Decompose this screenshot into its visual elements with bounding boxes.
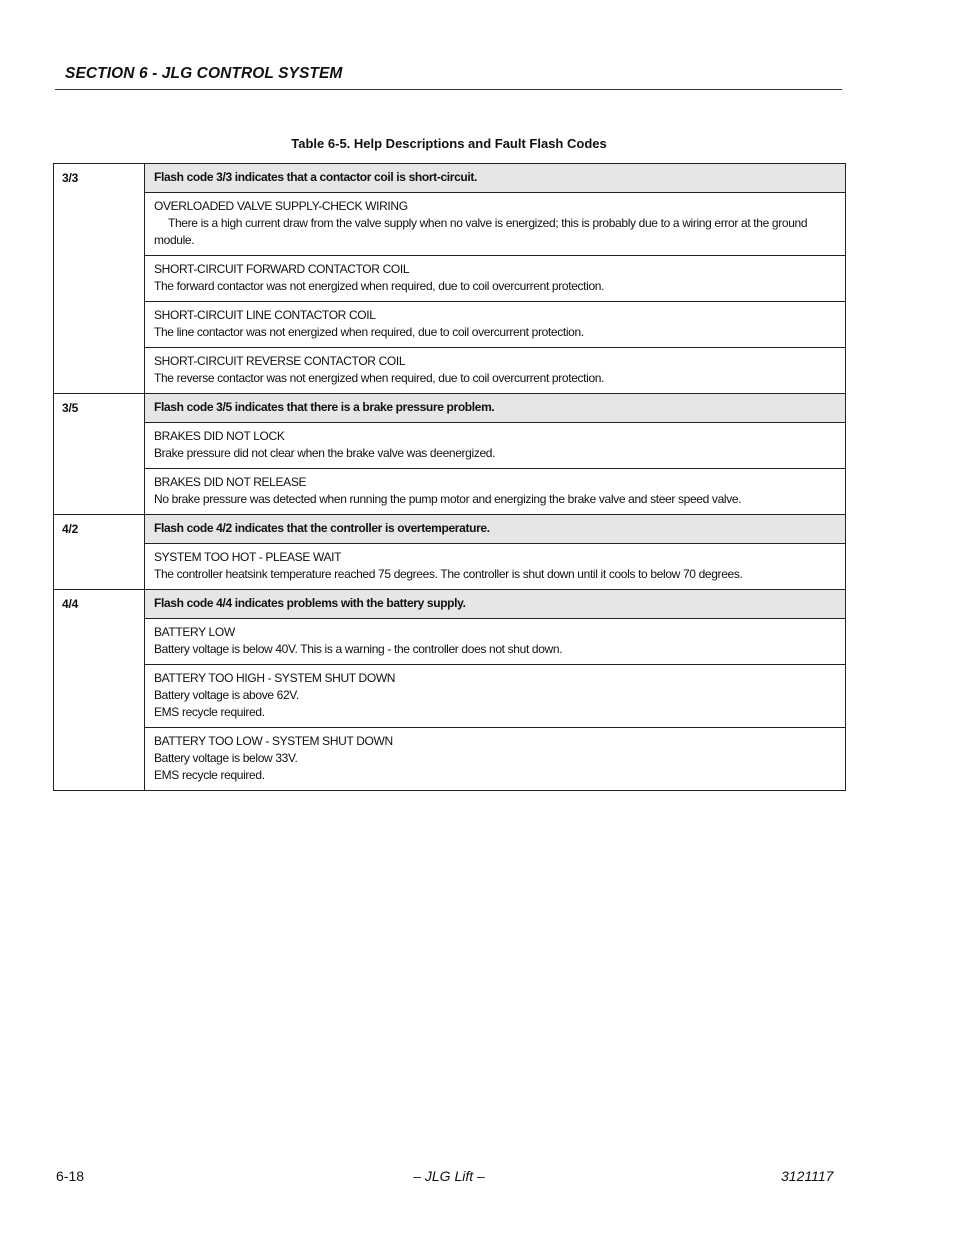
flash-code-summary-row — [54, 590, 846, 619]
fault-name: SHORT-CIRCUIT FORWARD CONTACTOR COIL — [154, 262, 410, 276]
fault-entry-row — [54, 544, 846, 590]
flash-codes-table-body — [54, 164, 846, 791]
fault-entry-cell — [145, 544, 846, 590]
fault-entry-row — [54, 193, 846, 256]
flash-codes-table — [53, 163, 846, 791]
fault-description: The forward contactor was not energized when required, due to coil overcurrent protection. — [154, 279, 605, 293]
fault-name: SYSTEM TOO HOT - PLEASE WAIT — [154, 550, 342, 564]
flash-code-summary-row — [54, 164, 846, 193]
fault-entry-row — [54, 665, 846, 728]
doc-number: 3121117 — [781, 1168, 834, 1184]
flash-code-summary: Flash code 3/5 indicates that there is a brake pressure problem. — [145, 394, 846, 423]
fault-entry-cell — [145, 348, 846, 394]
fault-description: The line contactor was not energized when required, due to coil overcurrent protection. — [154, 325, 584, 339]
flash-code-summary-row — [54, 394, 846, 423]
fault-entry-cell — [145, 619, 846, 665]
fault-entry-row — [54, 348, 846, 394]
fault-entry-row — [54, 728, 846, 791]
fault-name: BRAKES DID NOT LOCK — [154, 429, 285, 443]
fault-name: SHORT-CIRCUIT REVERSE CONTACTOR COIL — [154, 354, 406, 368]
table-title: Table 6-5. Help Descriptions and Fault Flash Codes — [291, 136, 607, 151]
fault-entry-cell — [145, 302, 846, 348]
fault-entry-cell — [145, 423, 846, 469]
footer-brand: – JLG Lift – — [413, 1168, 485, 1184]
fault-description: EMS recycle required. — [154, 768, 265, 782]
flash-code-summary: Flash code 4/4 indicates problems with the battery supply. — [145, 590, 846, 619]
fault-name: BRAKES DID NOT RELEASE — [154, 475, 307, 489]
fault-name: BATTERY TOO LOW - SYSTEM SHUT DOWN — [154, 734, 393, 748]
fault-entry-row — [54, 302, 846, 348]
fault-description: The reverse contactor was not energized when required, due to coil overcurrent protection. — [154, 371, 605, 385]
fault-description: No brake pressure was detected when running the pump motor and energizing the brake valve and steer speed valve. — [154, 492, 742, 506]
fault-description: There is a high current draw from the valve supply when no valve is energized; this is probably due to a wiring error at the ground module. — [154, 216, 808, 247]
fault-entry-row — [54, 423, 846, 469]
flash-code-summary: Flash code 3/3 indicates that a contactor coil is short-circuit. — [145, 164, 846, 193]
fault-name: BATTERY TOO HIGH - SYSTEM SHUT DOWN — [154, 671, 396, 685]
fault-description: EMS recycle required. — [154, 705, 265, 719]
fault-name: SHORT-CIRCUIT LINE CONTACTOR COIL — [154, 308, 376, 322]
fault-entry-row — [54, 256, 846, 302]
header-rule — [55, 89, 842, 90]
flash-code-cell: 3/5 — [54, 394, 145, 515]
fault-description: Battery voltage is below 33V. — [154, 751, 298, 765]
fault-entry-row — [54, 619, 846, 665]
fault-entry-row — [54, 469, 846, 515]
fault-entry-cell — [145, 728, 846, 791]
fault-entry-cell — [145, 193, 846, 256]
fault-entry-cell — [145, 256, 846, 302]
flash-code-cell: 3/3 — [54, 164, 145, 394]
flash-code-summary-row — [54, 515, 846, 544]
fault-description: The controller heatsink temperature reached 75 degrees. The controller is shut down until it cools to below 70 degrees. — [154, 567, 743, 581]
fault-entry-cell — [145, 665, 846, 728]
section-title: SECTION 6 - JLG CONTROL SYSTEM — [65, 65, 343, 82]
flash-code-cell: 4/4 — [54, 590, 145, 791]
page-number: 6-18 — [56, 1168, 85, 1184]
flash-code-summary: Flash code 4/2 indicates that the controller is overtemperature. — [145, 515, 846, 544]
fault-description: Battery voltage is below 40V. This is a warning - the controller does not shut down. — [154, 642, 563, 656]
fault-entry-cell — [145, 469, 846, 515]
flash-code-cell: 4/2 — [54, 515, 145, 590]
fault-description: Brake pressure did not clear when the brake valve was deenergized. — [154, 446, 496, 460]
fault-description: Battery voltage is above 62V. — [154, 688, 299, 702]
fault-name: BATTERY LOW — [154, 625, 235, 639]
fault-name: OVERLOADED VALVE SUPPLY-CHECK WIRING — [154, 199, 408, 213]
